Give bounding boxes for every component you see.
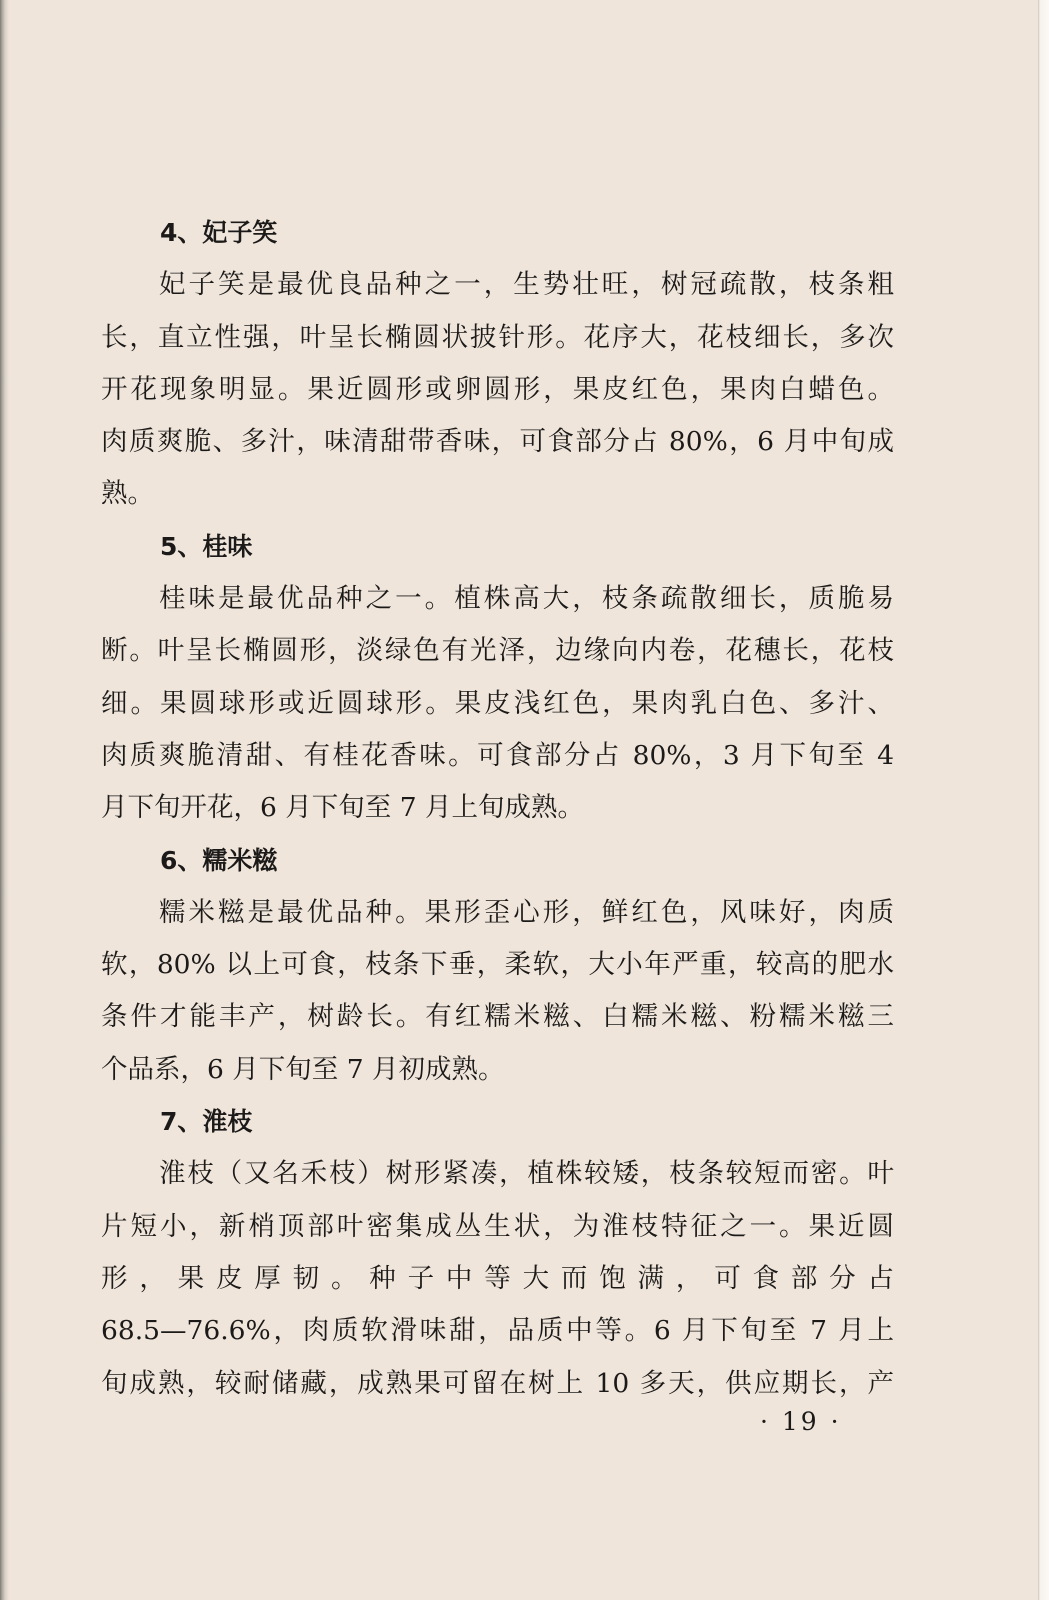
section-heading: 5、桂味 (160, 531, 253, 561)
binding-edge (0, 0, 9, 1600)
paragraph-line: 肉质爽脆、多汁，味清甜带香味，可食部分占 80%，6 月中旬成 (101, 426, 894, 458)
paragraph-line: 熟。 (101, 478, 154, 510)
page-number: · 19 · (760, 1407, 842, 1436)
page-right-edge (1038, 0, 1049, 1600)
paragraph-line: 软，80% 以上可食，枝条下垂，柔软，大小年严重，较高的肥水 (101, 949, 894, 981)
paragraph-line: 片短小，新梢顶部叶密集成丛生状，为淮枝特征之一。果近圆 (101, 1210, 894, 1242)
section-guiwei (101, 521, 894, 835)
paragraph-line: 断。叶呈长椭圆形，淡绿色有光泽，边缘向内卷，花穗长，花枝 (101, 635, 894, 667)
paragraph-line: 妃子笑是最优良品种之一，生势壮旺，树冠疏散，枝条粗 (159, 269, 894, 301)
section-heading: 7、淮枝 (160, 1107, 253, 1137)
paragraph-line: 形，果皮厚韧。种子中等大而饱满，可食部分占 (101, 1262, 894, 1294)
paragraph-line: 个品系，6 月下旬至 7 月初成熟。 (101, 1053, 505, 1085)
section-heading: 6、糯米糍 (160, 845, 278, 875)
paragraph-line: 条件才能丰产，树龄长。有红糯米糍、白糯米糍、粉糯米糍三 (101, 1001, 894, 1033)
paragraph-line: 68.5—76.6%，肉质软滑味甜，品质中等。6 月下旬至 7 月上 (101, 1315, 894, 1347)
section-nuomici (101, 835, 894, 1096)
section-feizixiao (101, 207, 894, 521)
paragraph-line: 长，直立性强，叶呈长椭圆状披针形。花序大，花枝细长，多次 (101, 321, 894, 353)
section-heading: 4、妃子笑 (160, 218, 278, 247)
paragraph-line: 淮枝（又名禾枝）树形紧凑，植株较矮，枝条较短而密。叶 (159, 1158, 894, 1190)
paragraph (101, 259, 894, 520)
paragraph-line: 开花现象明显。果近圆形或卵圆形，果皮红色，果肉白蜡色。 (101, 373, 894, 405)
paragraph (101, 573, 894, 834)
paragraph-line: 旬成熟，较耐储藏，成熟果可留在树上 10 多天，供应期长，产 (101, 1367, 894, 1399)
paragraph (101, 1148, 894, 1409)
page-text (101, 207, 894, 1410)
paragraph-line: 肉质爽脆清甜、有桂花香味。可食部分占 80%，3 月下旬至 4 (101, 739, 894, 771)
paragraph-line: 细。果圆球形或近圆球形。果皮浅红色，果肉乳白色、多汁、 (101, 687, 894, 719)
paragraph-line: 桂味是最优品种之一。植株高大，枝条疏散细长，质脆易 (159, 583, 894, 615)
paragraph-line: 糯米糍是最优品种。果形歪心形，鲜红色，风味好，肉质 (159, 896, 894, 928)
paragraph (101, 887, 894, 1096)
paragraph-line: 月下旬开花，6 月下旬至 7 月上旬成熟。 (101, 792, 584, 824)
section-huaizhi (101, 1096, 894, 1410)
